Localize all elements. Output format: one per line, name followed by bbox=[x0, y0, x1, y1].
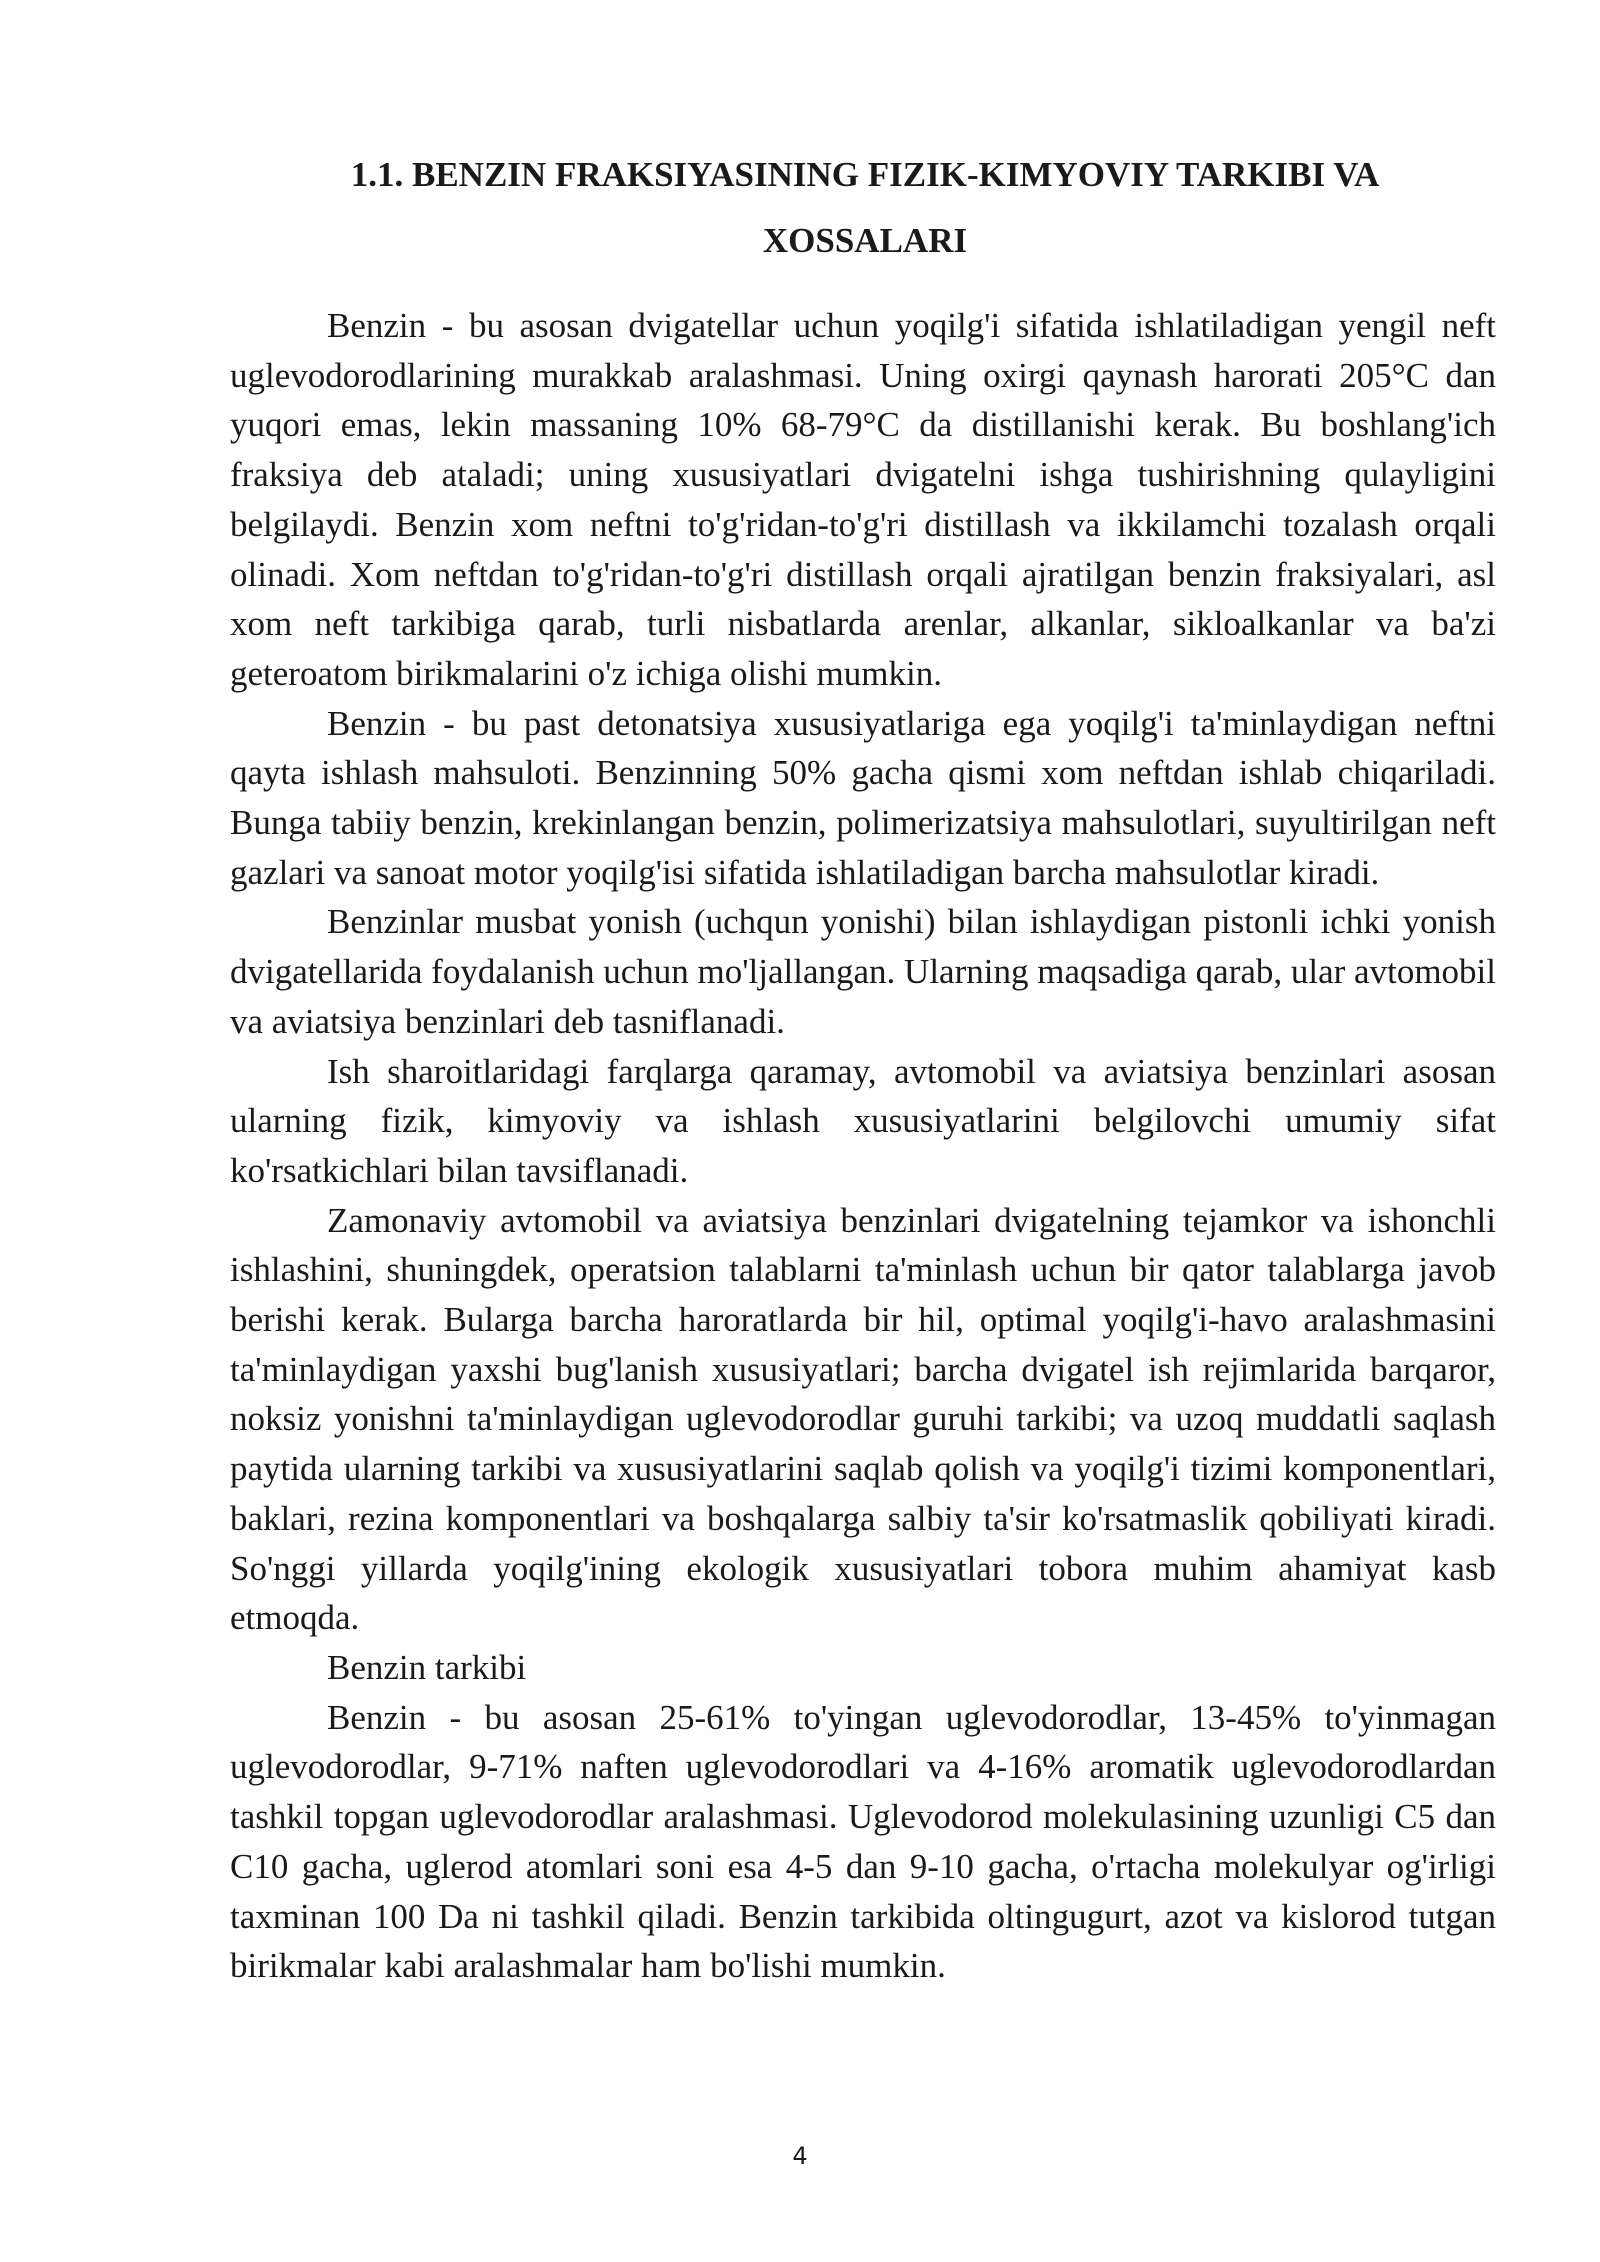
subheading-benzin-tarkibi: Benzin tarkibi bbox=[327, 1647, 527, 1687]
paragraph-6: Benzin - bu asosan 25-61% to'yingan uglevodorodlar, 13-45% to'yinmagan uglevodorodlar, 9-71% naften uglevodorodlari va 4-16% aromatik uglevodorodlardan tashkil topgan uglevodorodlar aralashmasi. Uglevodorod molekulasining uzunligi C5 dan C10 gacha, uglerod atomlari soni esa 4-5 dan 9-10 gacha, o'rtacha molekulyar og'irligi taxminan 100 Da ni tashkil qiladi. Benzin tarkibida oltingugurt, azot va kislorod tutgan birikmalar kabi aralashmalar ham bo'lishi mumkin. bbox=[230, 1697, 1496, 1986]
paragraph-2: Benzin - bu past detonatsiya xususiyatlariga ega yoqilg'i ta'minlaydigan neftni qayta ishlash mahsuloti. Benzinning 50% gacha qismi xom neftdan ishlab chiqariladi. Bunga tabiiy benzin, krekinlangan benzin, polimerizatsiya mahsulotlari, suyultirilgan neft gazlari va sanoat motor yoqilg'isi sifatida ishlatiladigan barcha mahsulotlar kiradi. bbox=[230, 703, 1496, 892]
section-heading-line-2: XOSSALARI bbox=[762, 221, 968, 260]
paragraph-3: Benzinlar musbat yonish (uchqun yonishi) bilan ishlaydigan pistonli ichki yonish dvigatellarida foydalanish uchun mo'ljallangan. Ularning maqsadiga qarab, ular avtomobil va aviatsiya benzinlari deb tasniflanadi. bbox=[230, 902, 1496, 1041]
paragraph-4: Ish sharoitlaridagi farqlarga qaramay, avtomobil va aviatsiya benzinlari asosan ularning fizik, kimyoviy va ishlash xususiyatlarini belgilovchi umumiy sifat ko'rsatkichlari bilan tavsiflanadi. bbox=[230, 1051, 1496, 1190]
body-text bbox=[230, 301, 1496, 1991]
paragraph-1: Benzin - bu asosan dvigatellar uchun yoqilg'i sifatida ishlatiladigan yengil neft uglevodorodlarining murakkab aralashmasi. Uning oxirgi qaynash harorati 205°C dan yuqori emas, lekin massaning 10% 68-79°C da distillanishi kerak. Bu boshlang'ich fraksiya deb ataladi; uning xususiyatlari dvigatelni ishga tushirishning qulayligini belgilaydi. Benzin xom neftni to'g'ridan-to'g'ri distillash va ikkilamchi tozalash orqali olinadi. Xom neftdan to'g'ridan-to'g'ri distillash orqali ajratilgan benzin fraksiyalari, asl xom neft tarkibiga qarab, turli nisbatlarda arenlar, alkanlar, sikloalkanlar va ba'zi geteroatom birikmalarini o'z ichiga olishi mumkin. bbox=[230, 306, 1496, 693]
section-heading-line-1: 1.1. BENZIN FRAKSIYASINING FIZIK-KIMYOVIY TARKIBI VA bbox=[350, 155, 1380, 194]
paragraph-5: Zamonaviy avtomobil va aviatsiya benzinlari dvigatelning tejamkor va ishonchli ishlashini, shuningdek, operatsion talablarni ta'minlash uchun bir qator talablarga javob berishi kerak. Bularga barcha haroratlarda bir hil, optimal yoqilg'i-havo aralashmasini ta'minlaydigan yaxshi bug'lanish xususiyatlari; barcha dvigatel ish rejimlarida barqaror, noksiz yonishni ta'minlaydigan uglevodorodlar guruhi tarkibi; va uzoq muddatli saqlash paytida ularning tarkibi va xususiyatlarini saqlab qolish va yoqilg'i tizimi komponentlari, baklari, rezina komponentlari va boshqalarga salbiy ta'sir ko'rsatmaslik qobiliyati kiradi. So'nggi yillarda yoqilg'ining ekologik xususiyatlari tobora muhim ahamiyat kasb etmoqda. bbox=[230, 1200, 1496, 1638]
page-number: 4 bbox=[792, 2142, 808, 2170]
section-heading bbox=[230, 142, 1500, 274]
